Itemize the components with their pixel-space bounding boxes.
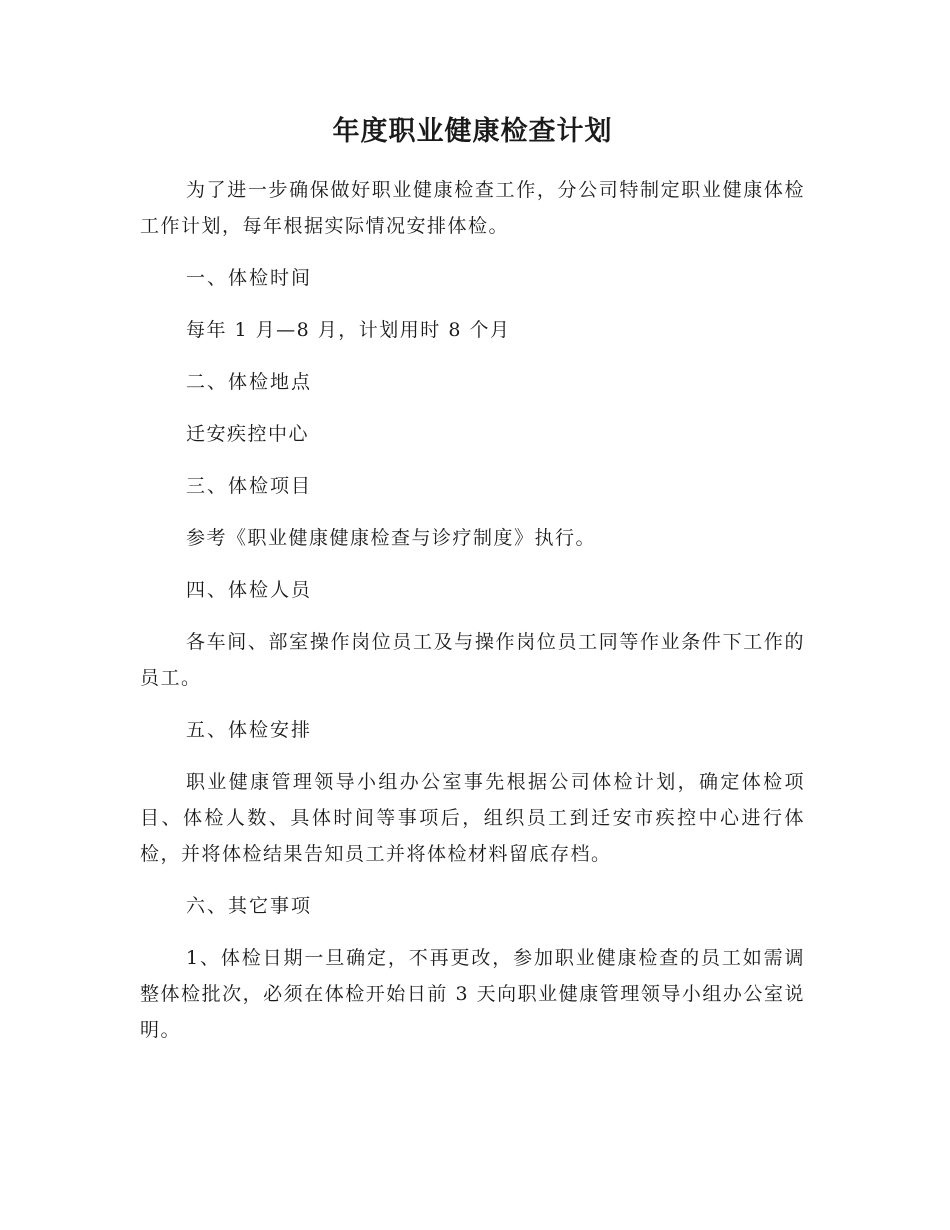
section-body-location: 迁安疾控中心 xyxy=(186,423,310,445)
section-heading-time: 一、体检时间 xyxy=(186,267,313,289)
section-heading-personnel: 四、体检人员 xyxy=(186,579,313,601)
section-heading-arrangement: 五、体检安排 xyxy=(186,719,313,741)
document-page xyxy=(140,110,805,1064)
section-heading-other: 六、其它事项 xyxy=(186,895,313,917)
section-body-personnel: 各车间、部室操作岗位员工及与操作岗位员工同等作业条件下工作的员工。 xyxy=(140,631,805,689)
document-title: 年度职业健康检查计划 xyxy=(332,116,613,147)
section-body-items: 参考《职业健康健康检查与诊疗制度》执行。 xyxy=(186,527,597,549)
intro-paragraph: 为了进一步确保做好职业健康检查工作，分公司特制定职业健康体检工作计划，每年根据实际情况安排体检。 xyxy=(140,179,805,237)
section-body-other: 1、体检日期一旦确定，不再更改，参加职业健康检查的员工如需调整体检批次，必须在体检开始日前 3 天向职业健康管理领导小组办公室说明。 xyxy=(140,947,805,1041)
section-body-arrangement: 职业健康管理领导小组办公室事先根据公司体检计划，确定体检项目、体检人数、具体时间等事项后，组织员工到迁安市疾控中心进行体检，并将体检结果告知员工并将体检材料留底存档。 xyxy=(140,771,805,865)
section-heading-location: 二、体检地点 xyxy=(186,371,313,393)
section-heading-items: 三、体检项目 xyxy=(186,475,313,497)
section-body-time: 每年 1 月—8 月，计划用时 8 个月 xyxy=(186,319,511,341)
